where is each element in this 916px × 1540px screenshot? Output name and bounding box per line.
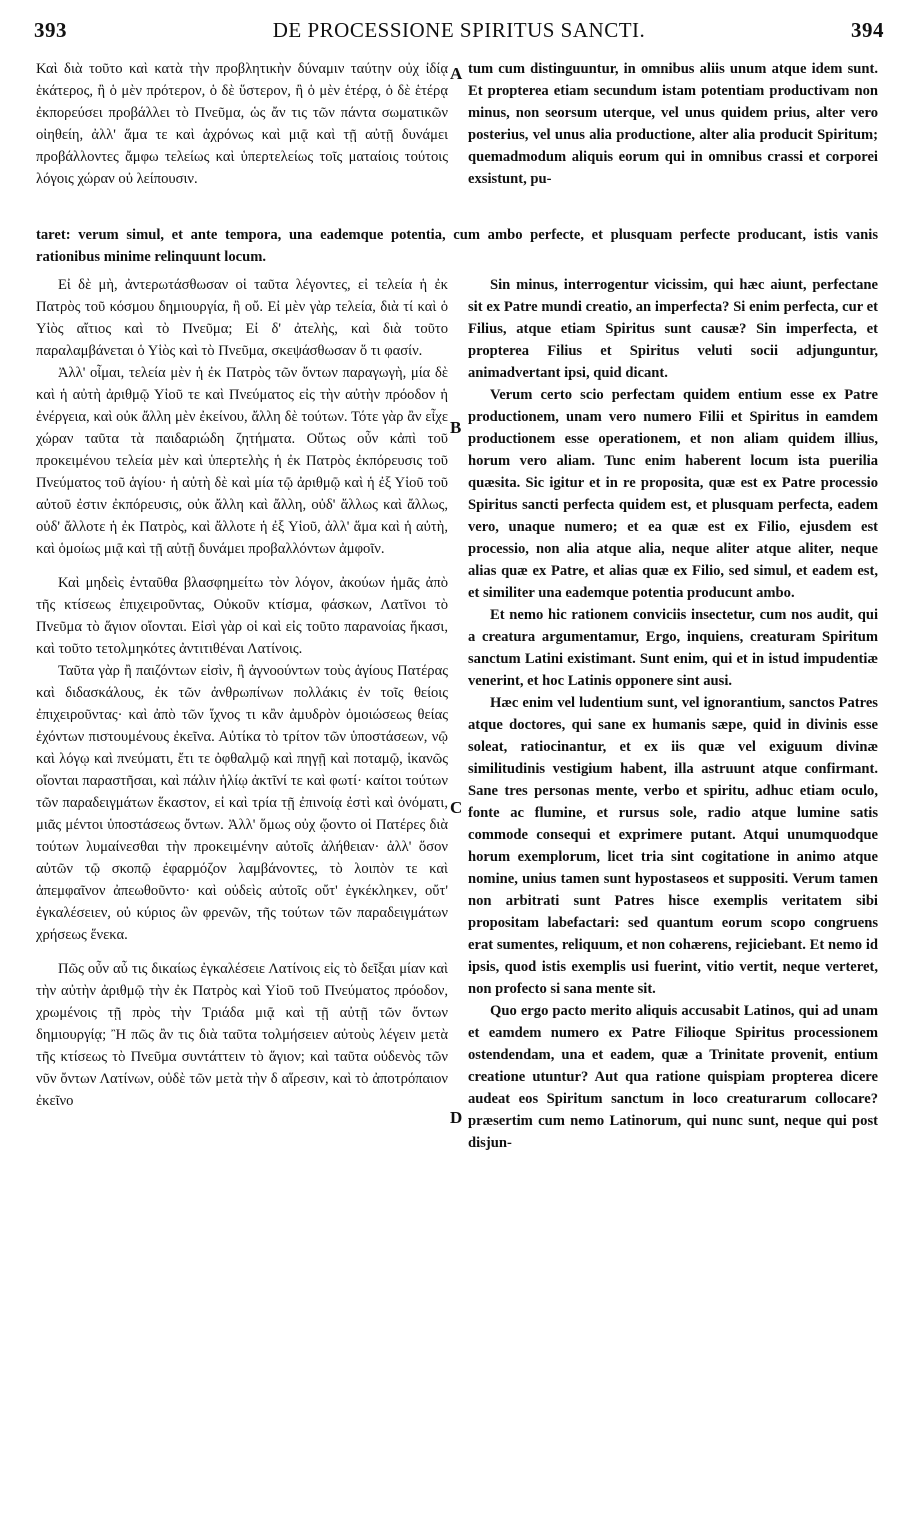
- latin-paragraph: taret: verum simul, et ante tempora, una eademque potentia, cum ambo perfecte, et plusquam perfecte producant, istis vanis rationibus minime relinquunt locum.: [36, 227, 878, 265]
- latin-column-top: [468, 58, 878, 190]
- greek-paragraph: Εἰ δὲ μὴ, ἀντερωτάσθωσαν οἱ ταῦτα λέγοντες, εἰ τελεία ἡ ἐκ Πατρὸς τοῦ κόσμου δημιουργία, ἢ οὔ. Εἰ μὲν γὰρ τελεία, διὰ τί καὶ ὁ Υἱὸς αἴτιος καὶ τὸ Πνεῦμα; Εἰ δ' ἀτελὴς, καὶ διὰ τοῦτο παραλαμβάνεται ὁ Υἱὸς καὶ τὸ Πνεῦμα, σκεψάσθωσαν ὅ τι φασίν.: [36, 277, 448, 359]
- margin-letter-a: A: [450, 64, 463, 83]
- margin-letter-d: D: [450, 1108, 463, 1127]
- running-header: [34, 18, 884, 48]
- page-number-left: 393: [34, 18, 67, 42]
- running-title: DE PROCESSIONE SPIRITUS SANCTI.: [272, 18, 646, 42]
- latin-full-width-line: [36, 224, 878, 268]
- greek-paragraph: Καὶ διὰ τοῦτο καὶ κατὰ τὴν προβλητικὴν δύναμιν ταύτην οὐχ ἰδίᾳ ἑκάτερος, ἢ ὁ μὲν πρότερον, ὁ δὲ ὕστερον, ἢ ὁ μὲν ἑτέρᾳ, ὁ δὲ ἑτέρᾳ ἐκπορεύσει προβάλλει τὸ Πνεῦμα, ὡς ἄν τις τῶν πάντα σωματικῶν οἰηθείη, ἀλλ' ἅμα τε καὶ ἀχρόνως καὶ μιᾷ καὶ τῇ αὐτῇ δυνάμει προβάλλοντες ἄμφω τελείως καὶ ὑπερτελείως τοῖς ματαίοις τούτοις λόγοις χώραν οὐ λείπουσιν.: [36, 61, 448, 187]
- latin-paragraph: tum cum distinguuntur, in omnibus aliis unum atque idem sunt. Et propterea etiam secundum istam potentiam productivam non minus, non seorsum uterque, vel unus quidem prius, alter vero posterius, vel unus alia productione, alter alia producit Spiritum; quemadmodum aliquis eorum qui in omnibus crassi et corporei exsistunt, pu-: [468, 61, 878, 187]
- page-number-right: 394: [851, 18, 884, 42]
- greek-column-top: [36, 58, 448, 190]
- latin-column: [468, 274, 878, 1154]
- latin-paragraph: Hæc enim vel ludentium sunt, vel ignorantium, sanctos Patres atque doctores, qui sane ex humanis sæpe, quid in divinis esse soleat, ratiocinantur, et ex iis quæ vel exiguum divinæ similitudinis vestigium habent, illa astruunt atque confirmant. Sane tres personas mente, verbo et spiritu, adhuc etiam oculo, fonte ac flumine, et rursus sole, radio atque lumine satis commode consequi et exprimere putant. Atqui unumquodque horum exemplorum, licet tria sint cogitatione in animo atque nomine, unius tamen sunt hypostaseos et suppositi. Verum tamen non arbitrati sunt Patres hisce exemplis veritatem sibi propositam labefactari: sed quantum eorum scopo congruens erat sumentes, reliquum, et non cohærens, rejiciebant. Et nemo id ipsis, quod istis exemplis usi fuerint, vitio vertit, neque verteret, non profecto si sana mente sit.: [468, 695, 878, 997]
- greek-paragraph: Πῶς οὖν αὖ τις δικαίως ἐγκαλέσειε Λατίνοις εἰς τὸ δεῖξαι μίαν καὶ τὴν αὐτὴν ἀριθμῷ τὴν ἐκ Πατρὸς καὶ Υἱοῦ τοῦ Πνεύματος πρόοδον, χρωμένοις τῇ πρὸς τὴν Τριάδα μιᾷ καὶ τῇ αὐτῇ τῶν ὄντων δημιουργίᾳ; Ἢ πῶς ἂν τις διὰ ταῦτα τολμήσειεν αὐτοὺς λέγειν μετὰ τῆς κτίσεως τὸ Πνεῦμα συντάττειν τὸ ἅγιον; καὶ ταῦτα οὐδενὸς τῶν νῦν ὄντων Λατίνων, οὐδὲ τῶν μετὰ τὴν δ αἵρεσιν, καὶ τὸ ἀποτρόπαιον ἐκεῖνο: [36, 961, 448, 1109]
- latin-paragraph: Quo ergo pacto merito aliquis accusabit Latinos, qui ad unam et eamdem numero ex Patre Filioque Spiritus processionem ostendendam, una et eadem, quæ a Trinitate provenit, entium creatione utuntur? Aut qua ratione quispiam propterea dicere audeat eos Spiritum sanctum in loco creaturarum collocare? præsertim cum nemo Latinorum, qui nunc sunt, neque qui post disjun-: [468, 1003, 878, 1151]
- greek-paragraph: Καὶ μηδεὶς ἐνταῦθα βλασφημείτω τὸν λόγον, ἀκούων ἡμᾶς ἀπὸ τῆς κτίσεως ἐπιχειροῦντας, Οὐκοῦν κτίσμα, φάσκων, Λατῖνοι τὸ Πνεῦμα τὸ ἅγιον οἴονται. Εἰσὶ γὰρ οἱ καὶ εἰς τοῦτο παρανοίας ἥκασι, καὶ τοῦτο τετολμηκότες ἀντιτιθέναι Λατίνοις.: [36, 575, 448, 657]
- latin-paragraph: Et nemo hic rationem conviciis insectetur, cum nos audit, qui a creatura argumentamur, Ergo, inquiens, creaturam Spiritum sanctum Latini existimant. Sunt enim, qui et in istud impudentiæ venerint, et hoc Latinis opponere sint ausi.: [468, 607, 878, 689]
- greek-paragraph: Ἀλλ' οἶμαι, τελεία μὲν ἡ ἐκ Πατρὸς τῶν ὄντων παραγωγὴ, μία δὲ καὶ ἡ αὐτὴ ἀριθμῷ Υἱοῦ τε καὶ Πνεύματος εἰς τὴν αὐτὴν πρόοδον ἡ ἐνέργεια, καὶ οὐκ ἄλλη μὲν ἐκείνου, ἄλλη δὲ τούτων. Τότε γὰρ ἂν εἶχε χώραν ταῦτα τὰ παιδαριώδη ζητήματα. Οὕτως οὖν κἀπὶ τοῦ προκειμένου τελεία μὲν καὶ ὑπερτελὴς ἡ ἐκ Πατρὸς ἐκπόρευσις τοῦ Πνεύματος τοῦ ἁγίου· ἡ αὐτὴ δὲ καὶ μία τῷ ἀριθμῷ καὶ ἡ ἐξ Υἱοῦ τοῦ αὐτοῦ ἐστιν ἐκπόρευσις, οὐκ ἄλλη καὶ ἄλλη, οὐδ' ἄλλως καὶ ἄλλως, οὐδ' ἄλλοτε ἡ ἐκ Πατρὸς, καὶ ἄλλοτε ἡ ἐξ Υἱοῦ, ἀλλ' ἅμα καὶ ἡ αὐτὴ, καὶ ὁμοίως μιᾷ καὶ τῇ αὐτῇ δυνάμει προβαλλόντων ἀμφοῖν.: [36, 365, 448, 557]
- margin-letter-b: B: [450, 418, 462, 437]
- greek-column: [36, 274, 448, 1112]
- margin-letter-c: C: [450, 798, 463, 817]
- latin-paragraph: Verum certo scio perfectam quidem entium esse ex Patre productionem, unam vero numero Filii et Spiritus in eamdem productionem esse operationem, et non aliam quidem illius, horum vero aliam. Tunc enim haberent locum ista puerilia quæsita. Sic igitur et in re proposita, quæ est ex Patre processio Spiritus sancti perfecta quidem est, et plusquam perfecta, eadem vero, unaque numero; et ea quæ est ex Filio, ejusdem est processio, non alia atque alia, neque aliter atque aliter, neque alias quæ ex Patre, et alias quæ ex Filio, sed simul, et eadem est, et similiter una eademque potentia producunt ambo.: [468, 387, 878, 601]
- latin-paragraph: Sin minus, interrogentur vicissim, qui hæc aiunt, perfectane sit ex Patre mundi creatio, an imperfecta? Si enim perfecta, cur et Filius, atque etiam Spiritus sunt causæ? Sin imperfecta, et propterea Filius et Spiritus veluti socii adjunguntur, animadvertant ipsi, quid dicant.: [468, 277, 878, 381]
- greek-paragraph: Ταῦτα γὰρ ἢ παιζόντων εἰσὶν, ἢ ἀγνοούντων τοὺς ἁγίους Πατέρας καὶ διδασκάλους, ἐκ τῶν ἀνθρωπίνων πολλάκις ἐν τοῖς θείοις ἐπιχειροῦντας· καὶ ἀπὸ τῶν ἴχνος τι κἂν ἀμυδρὸν ὁμοιώσεως θείας ἐχόντων πιστουμένους ἐκεῖνα. Αὐτίκα τὸ τρίτον τῶν ὑποστάσεων, νῷ καὶ λόγῳ καὶ πνεύματι, ἔτι τε ὀφθαλμῷ καὶ πηγῇ καὶ ποταμῷ, ἱκανῶς οἴονται παραστῆσαι, καὶ πάλιν ἡλίῳ ἀκτῖνί τε καὶ φωτί· καίτοι τούτων τῶν παραδειγμάτων ἕκαστον, εἰ καὶ τρία τῇ ἐπινοίᾳ ἐστὶ καὶ ὀνόματι, μιᾶς μέντοι ὑποστάσεως ὄντων. Ἀλλ' ὅμως οὐχ ᾤοντο οἱ Πατέρες διὰ τούτων λυμαίνεσθαι τὴν προκειμένην αὐτοῖς ἀλήθειαν· ἀλλ' ὅσον αὐτῶν τῷ σκοπῷ ἐφαρμόζον λαμβάνοντες, τὸ λοιπὸν τε καὶ ἀπεμφαῖνον ἀπεωθοῦντο· καὶ οὐδεὶς αὐτοῖς οὔτ' ἐγκέκληκεν, οὔτ' ἐγκαλέσειεν, οὐ κύριος ὢν φρενῶν, τῆς τούτων τῶν παραδειγμάτων χρήσεως ἕνεκα.: [36, 663, 448, 943]
